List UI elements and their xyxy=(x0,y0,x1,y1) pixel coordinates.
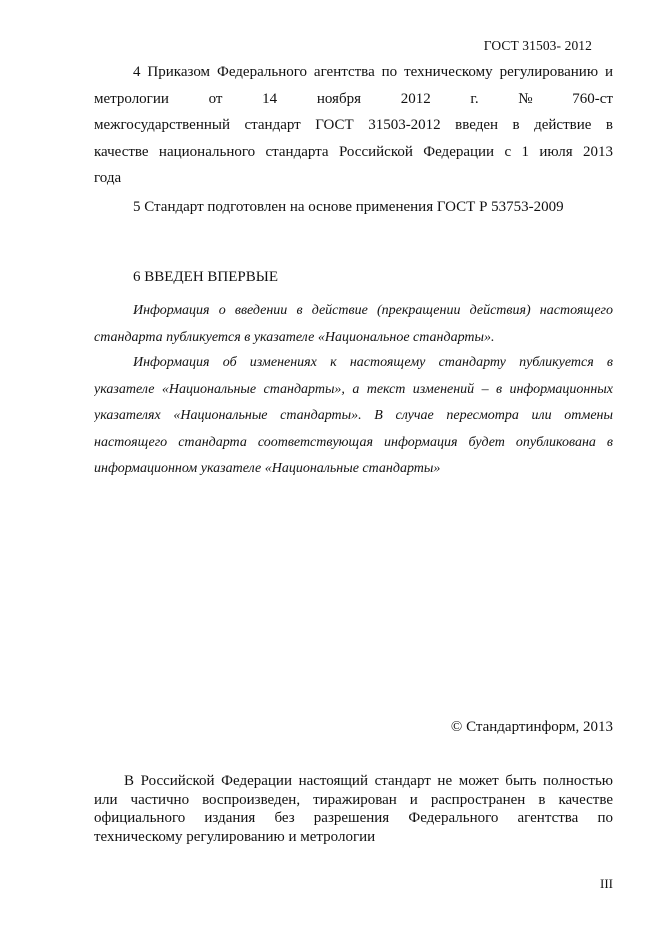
item-4-word: метрологии xyxy=(94,90,169,107)
restriction-line-4: техническому регулированию и метрологии xyxy=(94,828,376,845)
item-4-word: № xyxy=(518,90,533,107)
item-6-paragraph xyxy=(94,264,613,291)
item-4-word: г. xyxy=(470,90,479,107)
copyright-notice: © Стандартинформ, 2013 xyxy=(450,719,613,735)
item-4-word: от xyxy=(208,90,223,107)
info-2-line-5: информационном указателе «Национальные стандарты» xyxy=(94,461,441,476)
info-2-line-2: указателе «Национальные стандарты», а текст изменений – в информационных xyxy=(94,381,613,397)
item-6-text: 6 ВВЕДЕН ВПЕРВЫЕ xyxy=(133,269,278,285)
restriction-line-3: официального издания без разрешения Федерального агентства по xyxy=(94,810,613,826)
info-1-line-1: Информация о введении в действие (прекращении действия) настоящего xyxy=(133,303,613,318)
item-4-paragraph xyxy=(94,59,613,192)
page-number: III xyxy=(600,876,613,891)
info-1-line-2: стандарта публикуется в указателе «Национальное стандарты». xyxy=(94,329,495,345)
item-4-line-3: межгосударственный стандарт ГОСТ 31503-2012 введен в действие в xyxy=(94,117,613,134)
info-2-line-4: настоящего стандарта соответствующая информация будет опубликована в xyxy=(94,434,613,450)
restriction-line-1: В Российской Федерации настоящий стандарт не может быть полностью xyxy=(124,773,613,789)
restriction-line-2: или частично воспроизведен, тиражирован и распространен в качестве xyxy=(94,791,613,808)
item-4-word: 760-ст xyxy=(572,90,613,107)
item-4-line-2 xyxy=(94,86,613,113)
item-5-paragraph xyxy=(94,194,613,221)
item-4-word: 2012 xyxy=(400,90,431,107)
info-paragraph-1 xyxy=(94,298,613,351)
item-5-text: 5 Стандарт подготовлен на основе применения ГОСТ Р 53753-2009 xyxy=(133,199,564,215)
item-4-line-1: 4 Приказом Федерального агентства по техническому регулированию и xyxy=(133,64,613,80)
document-code-header: ГОСТ 31503- 2012 xyxy=(483,38,592,53)
item-4-line-4: качестве национального стандарта Российской Федерации с 1 июля 2013 xyxy=(94,143,613,160)
info-paragraph-2 xyxy=(94,350,613,483)
info-2-line-1: Информация об изменениях к настоящему стандарту публикуется в xyxy=(133,355,613,370)
restriction-paragraph xyxy=(94,772,613,846)
info-2-line-3: указателях «Национальные стандарты». В случае пересмотра или отмены xyxy=(94,408,613,423)
item-4-line-5: года xyxy=(94,170,122,187)
item-4-word: ноября xyxy=(316,90,361,107)
item-4-word: 14 xyxy=(262,90,278,107)
